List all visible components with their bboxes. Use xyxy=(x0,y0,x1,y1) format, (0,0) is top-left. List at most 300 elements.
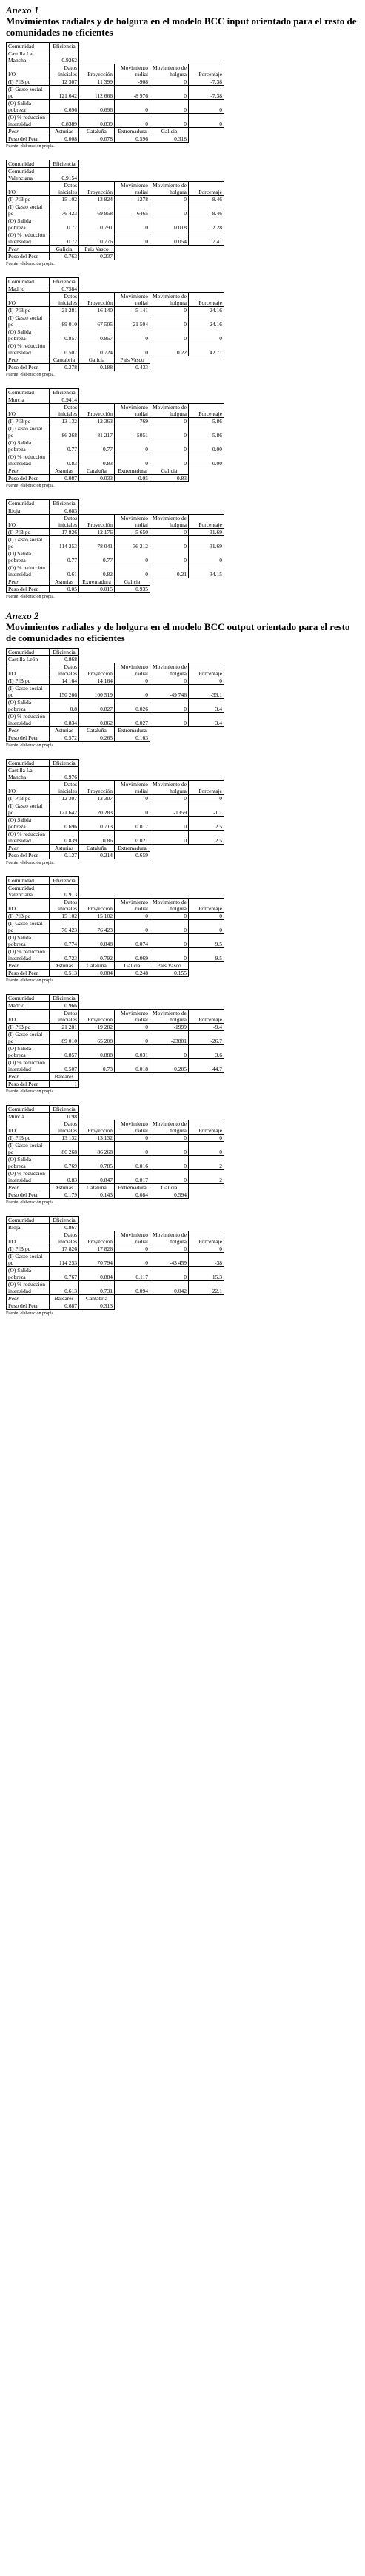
column-header: Datos iniciales xyxy=(50,404,79,418)
header-row xyxy=(7,500,224,507)
column-header: Movimiento radial xyxy=(115,1231,150,1245)
empty-cell xyxy=(115,885,150,899)
table-cell: -5 650 xyxy=(115,529,150,536)
table-cell: 0.696 xyxy=(79,100,115,114)
empty-cell xyxy=(189,43,224,50)
table-cell: 114 253 xyxy=(50,1253,79,1267)
table-cell: 0 xyxy=(115,564,150,578)
table-cell: 9.5 xyxy=(189,948,224,962)
empty-cell xyxy=(150,767,189,781)
column-header-row xyxy=(7,1120,224,1135)
table-cell: 2.5 xyxy=(189,817,224,831)
empty-cell xyxy=(79,507,115,515)
column-header: Movimiento radial xyxy=(115,1120,150,1135)
annex-section xyxy=(6,4,359,600)
community-name: Murcia xyxy=(7,1113,50,1120)
empty-cell xyxy=(189,467,224,475)
empty-cell xyxy=(189,845,224,852)
peer-weight-label: Peso del Peer xyxy=(7,364,50,371)
table-row xyxy=(7,439,224,453)
community-label: Comunidad xyxy=(7,43,50,50)
peer-weight: 0.143 xyxy=(79,1191,115,1199)
table-cell: 0.73 xyxy=(79,1059,115,1073)
peer-name: Galicia xyxy=(115,578,150,586)
peer-name: Cataluña xyxy=(79,845,115,852)
empty-cell xyxy=(189,253,224,260)
peer-weight-label: Peso del Peer xyxy=(7,586,50,593)
table-row xyxy=(7,203,224,217)
table-cell: 0.017 xyxy=(115,817,150,831)
peer-name: Galicia xyxy=(79,356,115,364)
table-cell: 0 xyxy=(150,934,189,948)
table-cell: 14 164 xyxy=(50,677,79,685)
table-cell: -23801 xyxy=(150,1031,189,1045)
table-cell: 0 xyxy=(189,677,224,685)
empty-cell xyxy=(189,475,224,482)
empty-cell xyxy=(150,1073,189,1081)
peer-row xyxy=(7,727,224,734)
source-note: Fuente: elaboración propia. xyxy=(6,484,55,488)
empty-cell xyxy=(150,1081,189,1088)
table-cell: -33.1 xyxy=(189,685,224,699)
efficiency-value: 0.7584 xyxy=(50,285,79,293)
table-cell: 15 102 xyxy=(50,196,79,203)
table-cell: -1278 xyxy=(115,196,150,203)
table-cell: 0 xyxy=(189,1135,224,1142)
peer-row xyxy=(7,1295,224,1302)
table-cell: -43 459 xyxy=(150,1253,189,1267)
column-header: Movimiento radial xyxy=(115,64,150,78)
empty-cell xyxy=(150,995,189,1002)
column-header: I/O xyxy=(7,899,50,913)
table-cell: 0 xyxy=(150,1135,189,1142)
table-cell: 0.827 xyxy=(79,699,115,713)
column-header: Datos iniciales xyxy=(50,1231,79,1245)
table-row xyxy=(7,1245,224,1253)
row-label: (I) PIB pc xyxy=(7,529,50,536)
header-row xyxy=(7,877,224,885)
table-row xyxy=(7,342,224,356)
table-cell: 0.884 xyxy=(79,1267,115,1281)
table-row xyxy=(7,550,224,564)
peer-name: Cataluña xyxy=(79,727,115,734)
empty-cell xyxy=(189,50,224,64)
peer-name: Cataluña xyxy=(79,467,115,475)
empty-cell xyxy=(189,1106,224,1113)
efficiency-value: 0.9414 xyxy=(50,396,79,404)
efficiency-value: 0.868 xyxy=(50,656,79,663)
column-header: Porcentaje xyxy=(189,404,224,418)
table-cell: 0.774 xyxy=(50,934,79,948)
column-header: Datos iniciales xyxy=(50,182,79,196)
empty-cell xyxy=(189,246,224,253)
table-cell: 0 xyxy=(115,685,150,699)
efficiency-table-block xyxy=(6,648,359,748)
empty-cell xyxy=(189,128,224,135)
peer-weight: 0.179 xyxy=(50,1191,79,1199)
efficiency-label: Eficiencia xyxy=(50,877,79,885)
peer-name: Extremadura xyxy=(115,467,150,475)
header-row xyxy=(7,389,224,396)
empty-cell xyxy=(189,578,224,586)
empty-cell xyxy=(150,364,189,371)
table-row xyxy=(7,1142,224,1156)
table-cell: 16 140 xyxy=(79,307,115,314)
table-cell: 3.6 xyxy=(189,1045,224,1059)
empty-cell xyxy=(115,246,150,253)
table-cell: 0 xyxy=(150,913,189,920)
weight-row xyxy=(7,852,224,859)
peer-weight: 0.313 xyxy=(79,1302,115,1310)
row-label: (I) Gasto social pc xyxy=(7,536,50,550)
empty-cell xyxy=(79,43,115,50)
peer-weight: 0.659 xyxy=(115,852,150,859)
community-name: Castilla León xyxy=(7,656,50,663)
empty-cell xyxy=(115,877,150,885)
empty-cell xyxy=(79,168,115,182)
table-cell: 69 958 xyxy=(79,203,115,217)
table-cell: -908 xyxy=(115,78,150,86)
empty-cell xyxy=(79,389,115,396)
column-header: I/O xyxy=(7,1010,50,1024)
peer-weight: 0.078 xyxy=(79,135,115,143)
table-row xyxy=(7,536,224,550)
column-header: Movimiento radial xyxy=(115,293,150,307)
empty-cell xyxy=(189,656,224,663)
column-header-row xyxy=(7,293,224,307)
peer-label: Peer xyxy=(7,845,50,852)
table-cell: -8.46 xyxy=(189,203,224,217)
column-header: Proyección xyxy=(79,293,115,307)
source-note: Fuente: elaboración propia. xyxy=(6,978,55,983)
empty-cell xyxy=(150,1224,189,1231)
table-cell: 0 xyxy=(150,699,189,713)
table-cell: 0.785 xyxy=(79,1156,115,1170)
efficiency-table-block xyxy=(6,876,359,984)
peer-name: Galicia xyxy=(150,1184,189,1191)
table-row xyxy=(7,453,224,467)
community-name: Murcia xyxy=(7,396,50,404)
column-header: Movimiento radial xyxy=(115,663,150,677)
efficiency-table-block xyxy=(6,994,359,1095)
empty-cell xyxy=(150,278,189,285)
empty-cell xyxy=(115,1302,150,1310)
peer-name: País Vasco xyxy=(150,962,189,970)
table-cell: 0.021 xyxy=(115,831,150,845)
table-cell: 0 xyxy=(150,425,189,439)
table-cell: 0.507 xyxy=(50,1059,79,1073)
peer-name: Asturias xyxy=(50,845,79,852)
row-label: (I) PIB pc xyxy=(7,418,50,425)
table-cell: 0.016 xyxy=(115,1156,150,1170)
efficiency-value: 0.867 xyxy=(50,1224,79,1231)
peer-weight: 0.433 xyxy=(115,364,150,371)
empty-cell xyxy=(150,253,189,260)
table-row xyxy=(7,529,224,536)
table-row xyxy=(7,699,224,713)
table-cell: 0 xyxy=(150,677,189,685)
table-cell: 0.117 xyxy=(115,1267,150,1281)
table-cell: -5 141 xyxy=(115,307,150,314)
empty-cell xyxy=(115,767,150,781)
empty-cell xyxy=(150,877,189,885)
table-row xyxy=(7,1253,224,1267)
header-row xyxy=(7,168,224,182)
empty-cell xyxy=(79,767,115,781)
empty-cell xyxy=(115,1002,150,1010)
table-cell: 0 xyxy=(150,1245,189,1253)
empty-cell xyxy=(150,396,189,404)
column-header: Movimiento radial xyxy=(115,404,150,418)
row-label: (I) Gasto social pc xyxy=(7,425,50,439)
row-label: (I) Gasto social pc xyxy=(7,802,50,817)
efficiency-table xyxy=(6,1216,224,1310)
peer-weight-label: Peso del Peer xyxy=(7,1302,50,1310)
empty-cell xyxy=(189,970,224,977)
table-cell: 0 xyxy=(115,439,150,453)
table-cell: 0.027 xyxy=(115,713,150,727)
table-cell: 0.848 xyxy=(79,934,115,948)
community-name: Castilla La Mancha xyxy=(7,767,50,781)
peer-weight: 0.596 xyxy=(115,135,150,143)
efficiency-value: 0.913 xyxy=(50,885,79,899)
peer-name: País Vasco xyxy=(115,356,150,364)
row-label: (O) % reducción intensidad xyxy=(7,114,50,128)
table-cell: 89 010 xyxy=(50,1031,79,1045)
column-header: Movimiento de holgura xyxy=(150,293,189,307)
annex-heading: Movimientos radiales y de holgura en el modelo BCC input orientado para el resto de comunidades no eficientes xyxy=(6,16,357,38)
table-cell: -1999 xyxy=(150,1024,189,1031)
empty-cell xyxy=(189,1184,224,1191)
empty-cell xyxy=(150,1217,189,1224)
table-cell: 0.724 xyxy=(79,342,115,356)
table-cell: -26.7 xyxy=(189,1031,224,1045)
table-row xyxy=(7,114,224,128)
row-label: (I) Gasto social pc xyxy=(7,1031,50,1045)
peer-name: Baleares xyxy=(50,1073,79,1081)
row-label: (I) Gasto social pc xyxy=(7,920,50,934)
table-cell: 0.00 xyxy=(189,439,224,453)
column-header: Proyección xyxy=(79,515,115,529)
table-cell: -769 xyxy=(115,418,150,425)
column-header: Proyección xyxy=(79,663,115,677)
table-cell: 22.1 xyxy=(189,1281,224,1295)
table-cell: -49 746 xyxy=(150,685,189,699)
table-row xyxy=(7,564,224,578)
table-cell: 0 xyxy=(150,100,189,114)
table-row xyxy=(7,920,224,934)
empty-cell xyxy=(79,1002,115,1010)
empty-cell xyxy=(189,734,224,742)
empty-cell xyxy=(79,877,115,885)
table-cell: 0 xyxy=(115,913,150,920)
weight-row xyxy=(7,364,224,371)
peer-weight: 0.087 xyxy=(50,475,79,482)
table-cell: 0.77 xyxy=(79,550,115,564)
row-label: (O) % reducción intensidad xyxy=(7,342,50,356)
table-cell: 0 xyxy=(189,550,224,564)
empty-cell xyxy=(79,885,115,899)
table-cell: 121 642 xyxy=(50,802,79,817)
table-cell: 114 253 xyxy=(50,536,79,550)
row-label: (O) Salida pobreza xyxy=(7,934,50,948)
peer-weight: 0.05 xyxy=(115,475,150,482)
table-cell: 0.857 xyxy=(79,328,115,342)
table-row xyxy=(7,328,224,342)
table-cell: 120 283 xyxy=(79,802,115,817)
peer-name: Galicia xyxy=(50,246,79,253)
table-cell: 121 642 xyxy=(50,86,79,100)
empty-cell xyxy=(150,389,189,396)
empty-cell xyxy=(189,962,224,970)
peer-weight-label: Peso del Peer xyxy=(7,970,50,977)
empty-cell xyxy=(79,1224,115,1231)
empty-cell xyxy=(189,1113,224,1120)
table-cell: 0.026 xyxy=(115,699,150,713)
empty-cell xyxy=(189,1224,224,1231)
table-row xyxy=(7,196,224,203)
table-cell: -31.69 xyxy=(189,536,224,550)
efficiency-table-block xyxy=(6,277,359,378)
table-cell: 0.696 xyxy=(50,817,79,831)
table-row xyxy=(7,86,224,100)
column-header: Proyección xyxy=(79,781,115,795)
community-name: Comunidad Valenciana xyxy=(7,168,50,182)
table-row xyxy=(7,948,224,962)
table-row xyxy=(7,1031,224,1045)
empty-cell xyxy=(189,285,224,293)
empty-cell xyxy=(79,760,115,767)
peer-name: Cantabria xyxy=(50,356,79,364)
community-name: Castilla La Mancha xyxy=(7,50,50,64)
column-header: Datos iniciales xyxy=(50,1010,79,1024)
efficiency-table xyxy=(6,42,224,143)
column-header: Movimiento de holgura xyxy=(150,182,189,196)
table-row xyxy=(7,795,224,802)
table-cell: 0 xyxy=(115,114,150,128)
empty-cell xyxy=(189,278,224,285)
table-row xyxy=(7,913,224,920)
column-header: I/O xyxy=(7,781,50,795)
peer-weight: 0.763 xyxy=(50,253,79,260)
column-header: Porcentaje xyxy=(189,64,224,78)
table-cell: 0 xyxy=(115,550,150,564)
table-row xyxy=(7,934,224,948)
row-label: (O) % reducción intensidad xyxy=(7,453,50,467)
table-cell: 0.042 xyxy=(150,1281,189,1295)
column-header: Porcentaje xyxy=(189,899,224,913)
peer-name: Asturias xyxy=(50,128,79,135)
community-name: Madrid xyxy=(7,285,50,293)
community-label: Comunidad xyxy=(7,760,50,767)
empty-cell xyxy=(79,1217,115,1224)
empty-cell xyxy=(79,396,115,404)
row-label: (I) Gasto social pc xyxy=(7,1142,50,1156)
table-cell: -9.4 xyxy=(189,1024,224,1031)
table-cell: -6465 xyxy=(115,203,150,217)
table-cell: 13 824 xyxy=(79,196,115,203)
peer-weight: 0.237 xyxy=(79,253,115,260)
efficiency-table-block xyxy=(6,1216,359,1316)
empty-cell xyxy=(189,995,224,1002)
table-cell: 17 826 xyxy=(50,529,79,536)
column-header: Porcentaje xyxy=(189,515,224,529)
table-cell: -36 212 xyxy=(115,536,150,550)
empty-cell xyxy=(150,852,189,859)
row-label: (O) % reducción intensidad xyxy=(7,564,50,578)
table-cell: 70 794 xyxy=(79,1253,115,1267)
empty-cell xyxy=(79,1073,115,1081)
community-label: Comunidad xyxy=(7,877,50,885)
empty-cell xyxy=(189,1002,224,1010)
table-cell: 17 826 xyxy=(79,1245,115,1253)
row-label: (O) Salida pobreza xyxy=(7,1267,50,1281)
empty-cell xyxy=(115,760,150,767)
table-cell: 0.72 xyxy=(50,231,79,246)
table-cell: 0.21 xyxy=(150,564,189,578)
row-label: (O) % reducción intensidad xyxy=(7,713,50,727)
peer-weight: 0.594 xyxy=(150,1191,189,1199)
table-cell: 0.031 xyxy=(115,1045,150,1059)
peer-weight: 0.318 xyxy=(150,135,189,143)
column-header: Movimiento de holgura xyxy=(150,1120,189,1135)
table-cell: 12 307 xyxy=(50,78,79,86)
empty-cell xyxy=(189,389,224,396)
source-note: Fuente: elaboración propia. xyxy=(6,861,55,865)
table-cell: 0.723 xyxy=(50,948,79,962)
source-note: Fuente: elaboración propia. xyxy=(6,1200,55,1205)
table-cell: 0 xyxy=(150,713,189,727)
column-header: I/O xyxy=(7,182,50,196)
header-row xyxy=(7,885,224,899)
empty-cell xyxy=(189,877,224,885)
empty-cell xyxy=(189,507,224,515)
peer-name: Cataluña xyxy=(79,962,115,970)
column-header: Porcentaje xyxy=(189,1120,224,1135)
table-cell: -7.38 xyxy=(189,78,224,86)
table-cell: 13 132 xyxy=(79,1135,115,1142)
empty-cell xyxy=(115,285,150,293)
peer-label: Peer xyxy=(7,467,50,475)
peer-weight: 0.084 xyxy=(79,970,115,977)
source-note: Fuente: elaboración propia. xyxy=(6,743,55,748)
column-header: Datos iniciales xyxy=(50,64,79,78)
table-cell: 3.4 xyxy=(189,713,224,727)
community-name: Comunidad Valenciana xyxy=(7,885,50,899)
table-cell: 0 xyxy=(150,86,189,100)
empty-cell xyxy=(150,285,189,293)
empty-cell xyxy=(150,500,189,507)
table-cell: 67 505 xyxy=(79,314,115,328)
table-cell: -1359 xyxy=(150,802,189,817)
empty-cell xyxy=(79,50,115,64)
table-cell: 15 102 xyxy=(79,913,115,920)
source-note: Fuente: elaboración propia. xyxy=(6,373,55,377)
table-cell: 0 xyxy=(150,948,189,962)
table-cell: 14 164 xyxy=(79,677,115,685)
column-header: Datos iniciales xyxy=(50,293,79,307)
peer-weight: 0.572 xyxy=(50,734,79,742)
row-label: (O) % reducción intensidad xyxy=(7,1170,50,1184)
peer-weight: 0.378 xyxy=(50,364,79,371)
table-cell: 21 281 xyxy=(50,307,79,314)
table-cell: 0.839 xyxy=(50,831,79,845)
table-cell: 0 xyxy=(150,418,189,425)
empty-cell xyxy=(79,278,115,285)
column-header: Proyección xyxy=(79,899,115,913)
column-header: Movimiento de holgura xyxy=(150,899,189,913)
table-cell: 9.5 xyxy=(189,934,224,948)
